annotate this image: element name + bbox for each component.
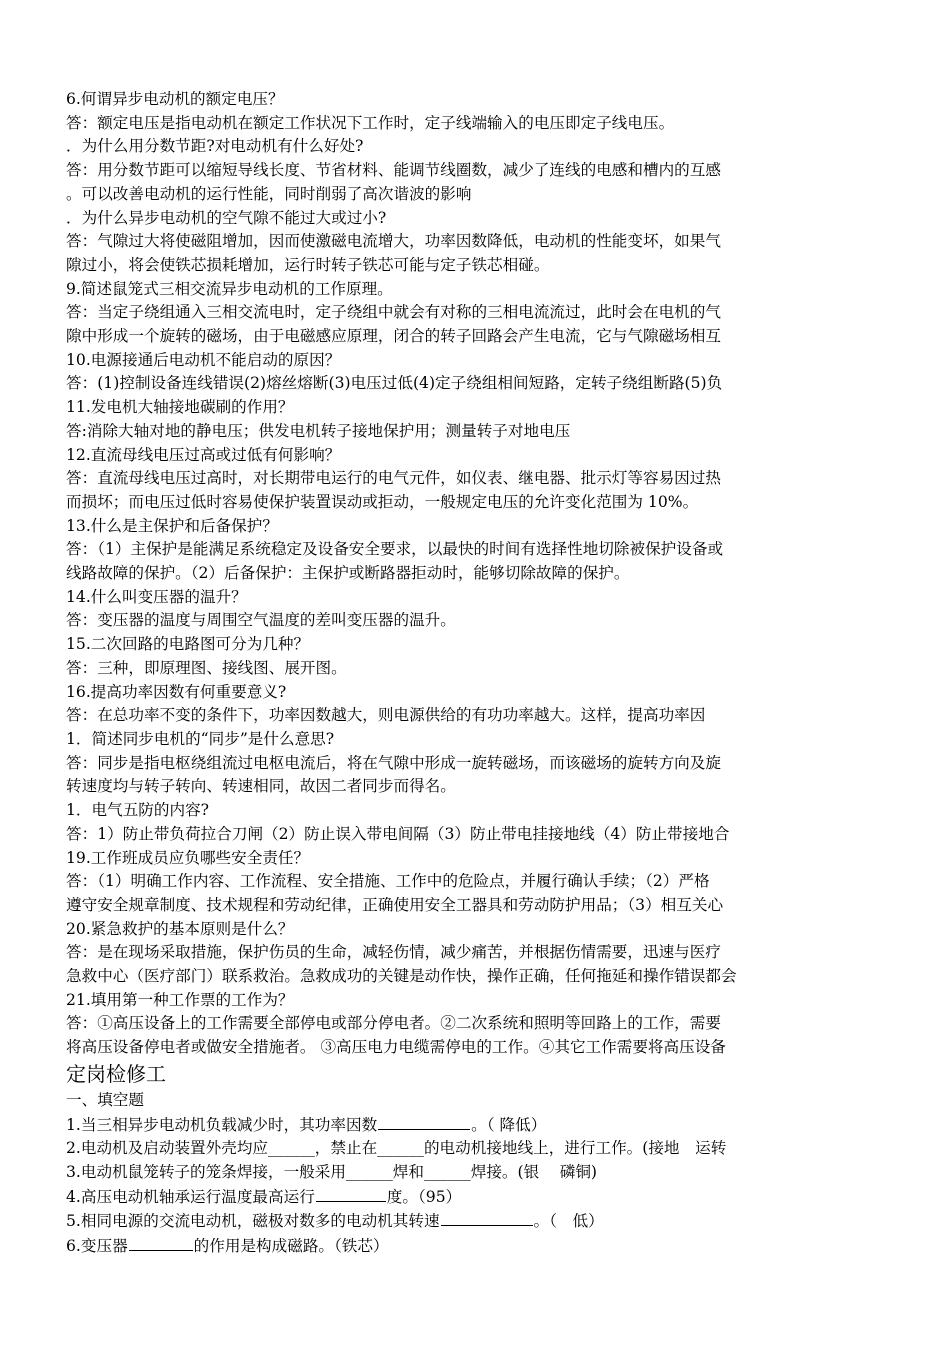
- text-line: 答：①高压设备上的工作需要全部停电或部分停电者。②二次系统和照明等回路上的工作，需要: [66, 1014, 721, 1033]
- text-line: 答：(1)控制设备连线错误(2)熔丝熔断(3)电压过低(4)定子绕组相间短路，定转子绕组断路(5)负: [66, 374, 723, 393]
- fill-item-4: [66, 1185, 886, 1210]
- text-line: ．为什么异步电动机的空气隙不能过大或过小?: [66, 208, 387, 227]
- fill-item-text: 4.高压电动机轴承运行温度最高运行: [66, 1187, 315, 1206]
- text-line: 答：三种，即原理图、接线图、展开图。: [66, 658, 347, 677]
- text-line: 答：1）防止带负荷拉合刀闸（2）防止误入带电间隔（3）防止带电挂接地线（4）防止带接地合: [66, 824, 730, 843]
- text-line: ．为什么用分数节距?对电动机有什么好处?: [66, 137, 364, 156]
- text-line: 15.二次回路的电路图可分为几种？: [66, 635, 310, 654]
- text-line: 1．电气五防的内容?: [66, 801, 210, 820]
- text-line: 答：用分数节距可以缩短导线长度、节省材料、能调节线圈数，减少了连线的电感和槽内的互感: [66, 161, 721, 180]
- text-line: 。可以改善电动机的运行性能，同时削弱了高次谐波的影响: [66, 184, 472, 203]
- text-line: 线路故障的保护。（2）后备保护：主保护或断路器拒动时，能够切除故障的保护。: [66, 564, 630, 583]
- fill-item-1: [66, 1113, 886, 1138]
- text-line: 答：气隙过大将使磁阻增加，因而使激磁电流增大，功率因数降低，电动机的性能变坏，如果气: [66, 232, 721, 251]
- text-line: 16.提高功率因数有何重要意义?: [66, 682, 287, 701]
- text-line: 答：当定子绕组通入三相交流电时，定子绕组中就会有对称的三相电流流过，此时会在电机的气: [66, 303, 721, 322]
- fill-item-2: 2.电动机及启动装置外壳均应______，禁止在______的电动机接地线上，进行工作。(接地 运转: [66, 1139, 727, 1158]
- text-line: 将高压设备停电者或做安全措施者。 ③高压电力电缆需停电的工作。④其它工作需要将高压设备: [66, 1038, 726, 1057]
- text-line: 10.电源接通后电动机不能启动的原因？: [66, 350, 341, 369]
- text-line: 12.直流母线电压过高或过低有何影响？: [66, 445, 341, 464]
- fill-item-text: 度。（95）: [386, 1187, 462, 1206]
- text-line: 答：（1）主保护是能满足系统稳定及设备安全要求，以最快的时间有选择性地切除被保护设备或: [66, 540, 724, 559]
- answer-blank: [441, 1209, 533, 1226]
- fill-item-text: 1.当三相异步电动机负载减少时，其功率因数: [66, 1115, 378, 1134]
- text-line: 14.什么叫变压器的温升？: [66, 587, 247, 606]
- text-line: 遵守安全规章制度、技术规程和劳动纪律，正确使用安全工器具和劳动防护用品；（3）相互关心: [66, 895, 724, 914]
- text-line: 转速度均与转子转向、转速相同，故因二者同步而得名。: [66, 777, 456, 796]
- text-line: 6.何谓异步电动机的额定电压？: [66, 90, 284, 108]
- text-line: 9.简述鼠笼式三相交流异步电动机的工作原理。: [66, 279, 393, 298]
- fill-item-text: 。（ 降低）: [471, 1115, 547, 1134]
- fill-item-5: [66, 1209, 886, 1234]
- answer-blank: [378, 1113, 470, 1130]
- fill-item-text: 5.相同电源的交流电动机，磁极对数多的电动机其转速: [66, 1212, 440, 1231]
- text-line: 答：是在现场采取措施，保护伤员的生命，减轻伤情，减少痛苦，并根据伤情需要，迅速与医疗: [66, 943, 721, 962]
- text-line: 11.发电机大轴接地碳刷的作用？: [66, 398, 294, 417]
- text-line: 答：额定电压是指电动机在额定工作状况下工作时，定子线端输入的电压即定子线电压。: [66, 113, 675, 132]
- answer-blank: [129, 1234, 193, 1251]
- fill-item-text: 的作用是构成磁路。（铁芯）: [193, 1237, 389, 1256]
- text-line: 答:消除大轴对地的静电压；供发电机转子接地保护用；测量转子对地电压: [66, 421, 571, 440]
- text-line: 1．简述同步电机的“同步”是什么意思?: [66, 729, 335, 748]
- text-line: 答：变压器的温度与周围空气温度的差叫变压器的温升。: [66, 611, 456, 630]
- text-line: 19.工作班成员应负哪些安全责任？: [66, 848, 310, 867]
- fill-item-6: [66, 1234, 886, 1259]
- text-line: 隙过小，将会使铁芯损耗增加，运行时转子铁芯可能与定子铁芯相碰。: [66, 255, 550, 274]
- text-line: 20.紧急救护的基本原则是什么？: [66, 919, 294, 938]
- fill-item-text: 。（ 低）: [533, 1212, 604, 1231]
- document-page: [66, 88, 886, 1259]
- text-line: 答：直流母线电压过高时，对长期带电运行的电气元件，如仪表、继电器、批示灯等容易因过热: [66, 469, 721, 488]
- text-line: 13.什么是主保护和后备保护？: [66, 516, 278, 535]
- text-line: 21.填用第一种工作票的工作为？: [66, 990, 294, 1009]
- text-line: 急救中心（医疗部门）联系救治。急救成功的关键是动作快，操作正确，任何拖延和操作错误都会: [66, 967, 737, 986]
- section-title: 一、填空题: [66, 1090, 144, 1109]
- text-line: 而损坏；而电压过低时容易使保护装置误动或拒动，一般规定电压的允许变化范围为 10%。: [66, 492, 699, 511]
- text-line: 答：同步是指电枢绕组流过电枢电流后，将在气隙中形成一旋转磁场，而该磁场的旋转方向及旋: [66, 753, 721, 772]
- text-line: 答：在总功率不变的条件下，功率因数越大，则电源供给的有功功率越大。这样，提高功率因: [66, 706, 706, 725]
- answer-blank: [316, 1185, 386, 1202]
- fill-item-3: 3.电动机鼠笼转子的笼条焊接，一般采用______焊和______焊接。(银 磷铜): [66, 1162, 598, 1181]
- section-heading: 定岗检修工: [66, 1061, 166, 1086]
- fill-item-text: 6.变压器: [66, 1237, 128, 1256]
- text-line: 答：（1）明确工作内容、工作流程、安全措施、工作中的危险点，并履行确认手续；（2）严格: [66, 872, 710, 891]
- text-line: 隙中形成一个旋转的磁场，由于电磁感应原理，闭合的转子回路会产生电流，它与气隙磁场相互: [66, 327, 721, 346]
